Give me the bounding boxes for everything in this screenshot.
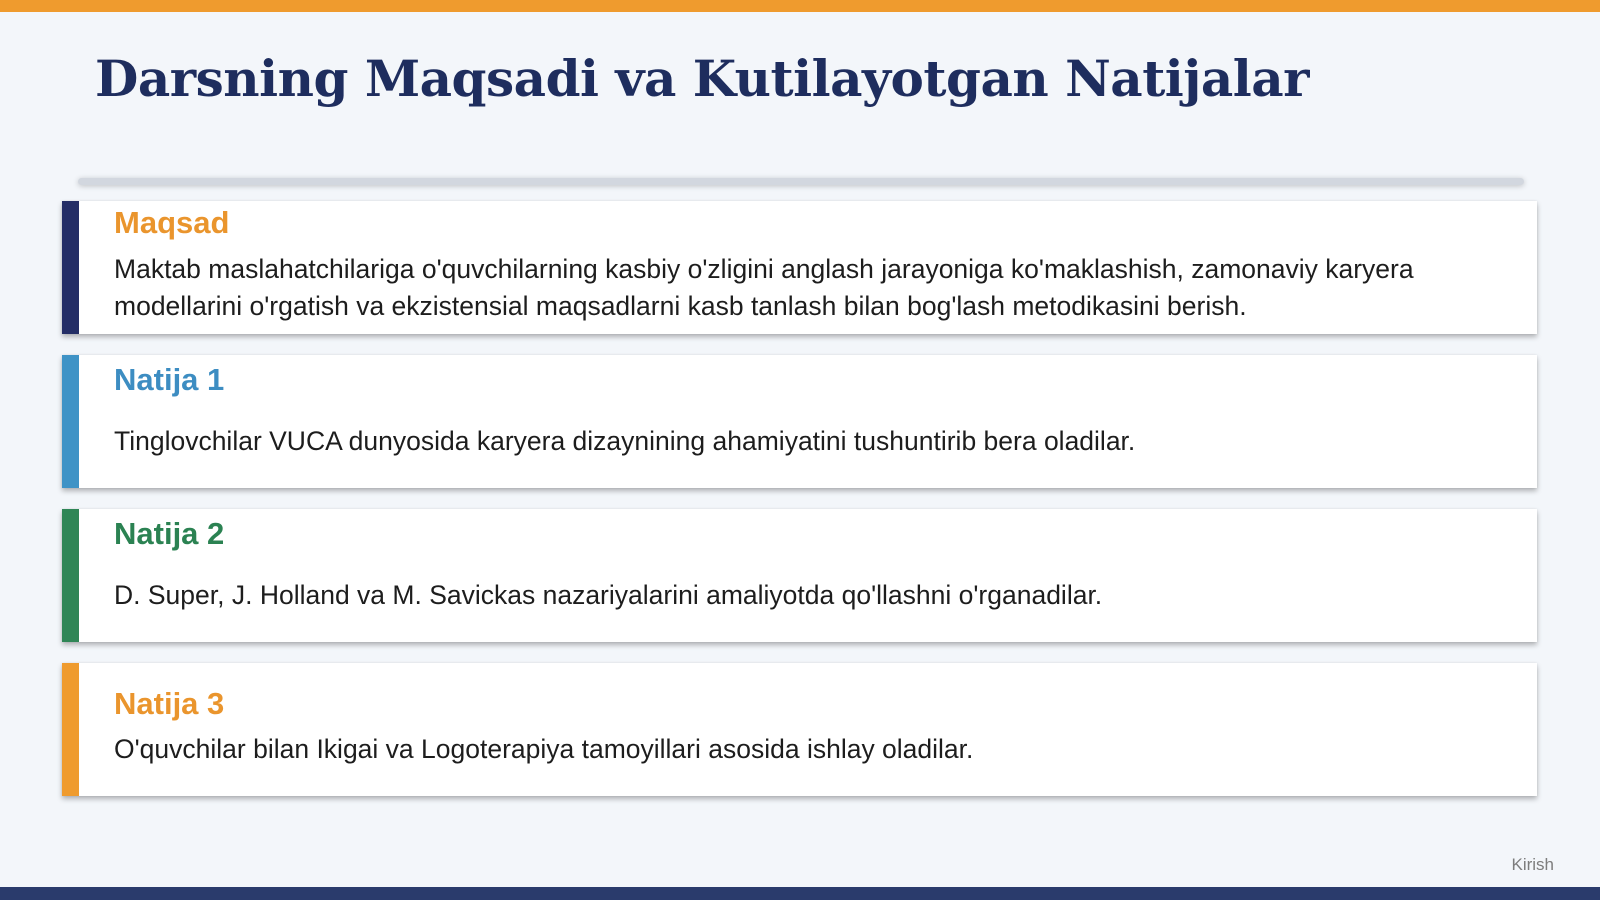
title-divider	[78, 178, 1524, 185]
card-text: Maktab maslahatchilariga o'quvchilarning kasbiy o'zligini anglash jarayoniga ko'maklashish, zamonaviy karyera modellarini o'rgatish va ekzistensial maqsadlarni kasb tanlash bilan bog'lash metodikasini berish.	[114, 254, 1414, 321]
card-title: Natija 2	[114, 516, 225, 551]
card-natija-1	[62, 355, 1537, 488]
card-text: O'quvchilar bilan Ikigai va Logoterapiya tamoyillari asosida ishlay oladilar.	[114, 734, 974, 764]
card-maqsad	[62, 201, 1537, 334]
card-title: Maqsad	[114, 205, 230, 240]
card-text: D. Super, J. Holland va M. Savickas nazariyalarini amaliyotda qo'llashni o'rganadilar.	[114, 580, 1103, 610]
card-accent-bar	[62, 663, 79, 796]
card-accent-bar	[62, 509, 79, 642]
bottom-accent-bar	[0, 887, 1600, 900]
card-text: Tinglovchilar VUCA dunyosida karyera dizaynining ahamiyatini tushuntirib bera oladilar.	[114, 426, 1136, 456]
card-natija-3	[62, 663, 1537, 796]
card-natija-2	[62, 509, 1537, 642]
card-accent-bar	[62, 355, 79, 488]
card-accent-bar	[62, 201, 79, 334]
top-accent-bar	[0, 0, 1600, 12]
card-title: Natija 1	[114, 362, 225, 397]
card-title: Natija 3	[114, 686, 225, 721]
slide-title: Darsning Maqsadi va Kutilayotgan Natijalar	[95, 49, 1310, 108]
footer-section-label: Kirish	[1511, 855, 1554, 874]
